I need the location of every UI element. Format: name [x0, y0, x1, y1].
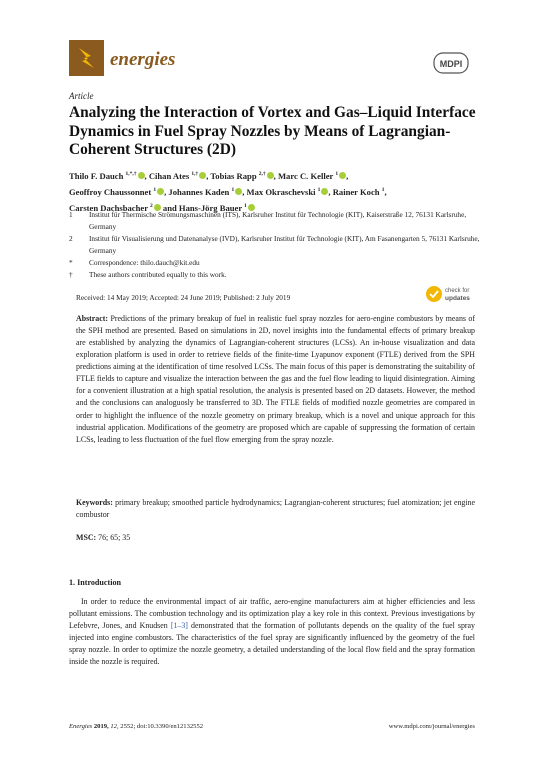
check-for-updates-badge[interactable]	[425, 283, 477, 305]
author-separator: and	[160, 202, 179, 213]
affiliation-mark: 2	[69, 234, 73, 243]
author-separator: ,	[144, 170, 149, 181]
mdpi-logo-text: MDPI	[439, 59, 463, 69]
author-name: Thilo F. Dauch	[69, 170, 126, 181]
author-affiliation-mark: 1,†	[191, 171, 199, 177]
publication-dates: Received: 14 May 2019; Accepted: 24 June 2019; Published: 2 July 2019	[76, 293, 291, 302]
msc-codes	[76, 533, 130, 542]
introduction-paragraph	[69, 596, 475, 669]
intro-text-2: demonstrated that the formation of pollutants depends on the quality of the fuel spray injected into engine combustors. The characteristics of the fuel spray are significantly influenced by the geometry of the fuel spray nozzle. In order to optimize the nozzle geometry, a detailed understanding of the local flow field and the spray formation inside the nozzle is required.	[69, 621, 475, 667]
author-name: Max Okraschevski	[246, 186, 318, 197]
mdpi-logo	[433, 52, 469, 74]
author-affiliation-mark: 1	[231, 186, 235, 193]
author-affiliation-mark: 2	[150, 202, 153, 209]
author-separator: ,	[164, 186, 169, 197]
author-separator: ,	[206, 170, 211, 181]
msc-label: MSC:	[76, 533, 97, 542]
flame-icon	[69, 40, 104, 76]
orcid-icon[interactable]	[267, 172, 274, 179]
author-list	[69, 167, 499, 215]
paper-title: Analyzing the Interaction of Vortex and Gas–Liquid Interface Dynamics in Fuel Spray Nozzles by Means of Lagrangian-Coherent Structures (2D)	[69, 104, 476, 158]
author-affiliation-mark: 1,*,†	[125, 171, 137, 177]
author-separator: ,	[346, 170, 349, 181]
author-affiliation-mark: 1	[244, 202, 247, 209]
footer-year: 2019,	[93, 723, 109, 730]
affiliation-text: These authors contributed equally to this work.	[89, 270, 227, 279]
author-affiliation-mark: 1	[335, 171, 339, 177]
author-affiliation-mark: 2,†	[258, 171, 266, 177]
keywords	[76, 497, 475, 521]
author-separator: ,	[242, 186, 247, 197]
author-name: Tobias Rapp	[210, 170, 259, 181]
author-separator: ,	[328, 186, 333, 197]
abstract	[76, 313, 475, 446]
affiliation-text: Institut für Thermische Strömungsmaschinen (ITS), Karlsruher Institut für Technologie (KIT), Kaiserstraße 12, 76131 Karlsruhe, Germany	[89, 210, 467, 231]
affiliation-row	[69, 269, 489, 281]
author-name: Geoffroy Chaussonnet	[69, 186, 154, 197]
orcid-icon[interactable]	[138, 172, 145, 179]
author-separator: ,	[273, 170, 278, 181]
author-affiliation-mark: 1	[153, 186, 157, 193]
affiliations	[69, 209, 489, 281]
check-badge-icon	[426, 286, 442, 302]
section-heading-introduction: 1. Introduction	[69, 578, 122, 587]
affiliation-row	[69, 209, 489, 233]
affiliation-mark: *	[69, 258, 73, 267]
article-type: Article	[69, 91, 94, 101]
affiliation-row	[69, 233, 489, 257]
author-name: Johannes Kaden	[168, 186, 232, 197]
footer-doi: 2552; doi:10.3390/en12132552	[120, 723, 204, 730]
affiliation-text: Correspondence: thilo.dauch@kit.edu	[89, 258, 200, 267]
keywords-label: Keywords:	[76, 498, 113, 507]
footer-url[interactable]: www.mdpi.com/journal/energies	[388, 723, 475, 730]
author-name: Cihan Ates	[148, 170, 192, 181]
abstract-text: Predictions of the primary breakup of fuel in realistic fuel spray nozzles for aero-engine combustors by means of the SPH method are presented. Based on simulations in 2D, novel insights into the fundamental effects of primary breakup are established by analyzing the dynamics of Lagrangian-coherent structures (LCSs). An in-house visualization and data exploration platform is used in order to retrieve fields of the finite-time Lyapunov exponent (FTLE) derived from the SPH predictions aiming at the identification of time resolved LCSs. The main focus of this paper is demonstrating the suitability of FTLE fields to capture and visualize the interaction between the gas and the fuel flow leading to liquid disintegration. Aiming for a convenient illustration at a high spatial resolution, the analysis is presented based on 2D datasets. However, the method and the conclusions can analoguosly be transferred to 3D. The FTLE fields of modified nozzle geometries are compared in order to highlight the influence of the nozzle geometry on primary breakup, which is a novel and unique approach for this industrial application. Modifications of the geometry are proposed which are capable of suppressing the formation of certain LCSs, leading to less fluctuation of the fuel flow emerging from the spray nozzle.	[76, 314, 475, 444]
journal-name: energies	[110, 49, 176, 70]
citation-link[interactable]: [1–3]	[170, 621, 188, 631]
footer-citation	[69, 723, 203, 730]
author-name: Rainer Koch	[332, 186, 382, 197]
msc-text: 76; 65; 35	[98, 533, 131, 542]
journal-logo	[69, 40, 104, 76]
keywords-text: primary breakup; smoothed particle hydrodynamics; Lagrangian-coherent structures; fuel atomization; jet engine combustor	[76, 498, 475, 519]
author-name: Carsten Dachsbacher	[69, 202, 150, 213]
affiliation-mark: 1	[69, 210, 73, 219]
footer-journal: Energies	[69, 723, 93, 730]
author-affiliation-mark: 1	[317, 186, 321, 193]
affiliation-mark: †	[69, 270, 73, 279]
check-badge-line1: check for	[445, 288, 470, 294]
check-badge-line2: updates	[445, 295, 470, 302]
abstract-label: Abstract:	[76, 314, 108, 323]
author-separator: ,	[384, 186, 387, 197]
author-name: Marc C. Keller	[277, 170, 336, 181]
affiliation-text: Institut für Visualisierung und Datenanalyse (IVD), Karlsruher Institut für Technologie (KIT), Am Fasanengarten 5, 76131 Karlsruhe, Germany	[89, 234, 480, 255]
author-affiliation-mark: 1	[381, 186, 385, 193]
intro-text-1: In order to reduce the environmental impact of air traffic, aero-engine manufacturers aim at higher efficiencies and less pollutant emissions. The combustion technology and its optimization play a key role in this context. Previous investigations by Lefebvre, Jones, and Knudsen	[69, 597, 475, 631]
footer-volume: 12,	[110, 723, 119, 730]
affiliation-row	[69, 257, 489, 269]
author-name: Hans-Jörg Bauer	[178, 202, 245, 213]
